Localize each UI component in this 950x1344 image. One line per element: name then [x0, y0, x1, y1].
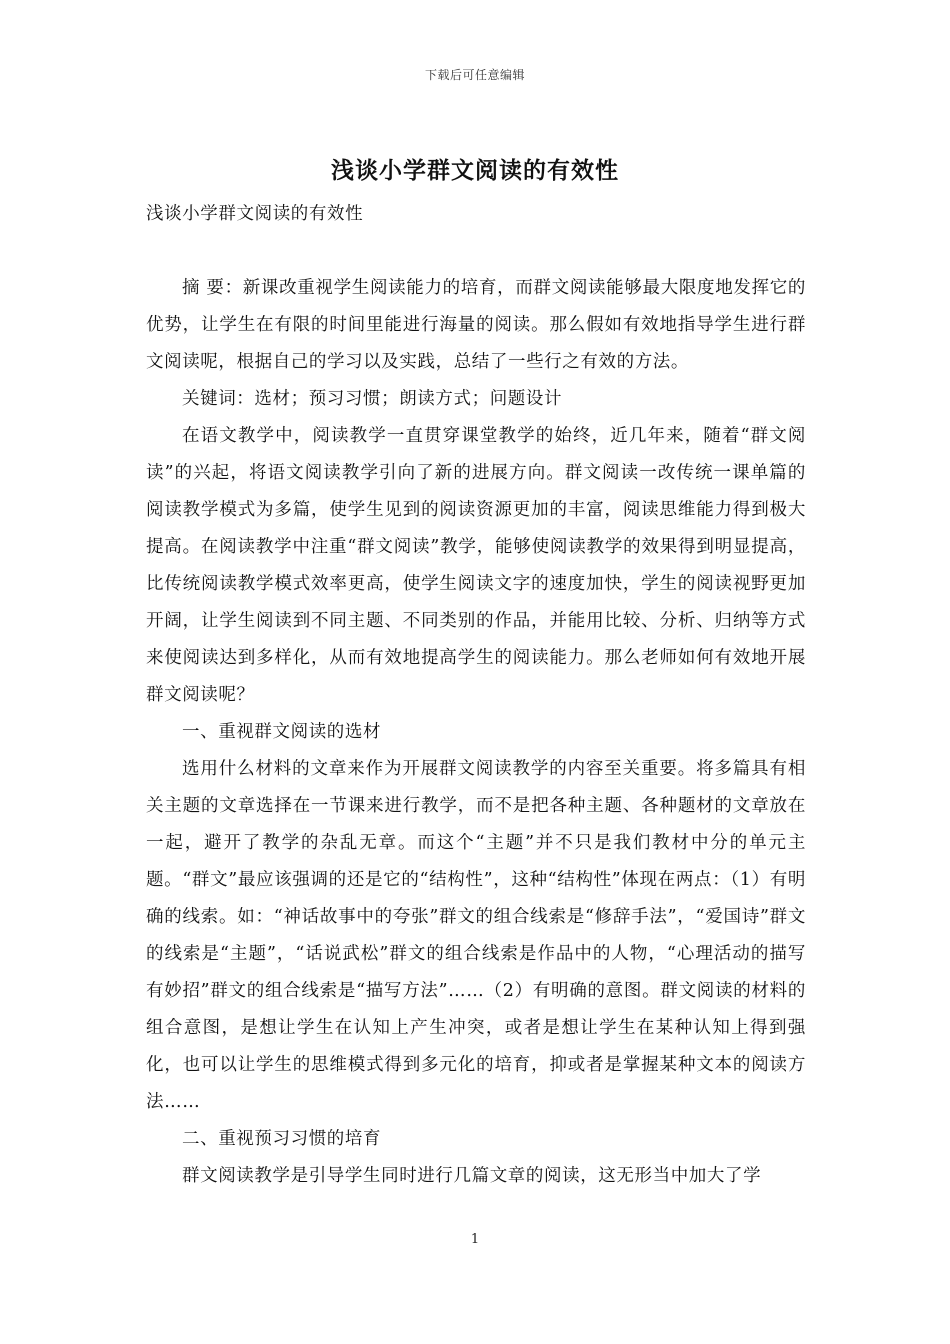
- page-number: 1: [470, 1232, 480, 1247]
- keywords-line: 关键词：选材；预习习惯；朗读方式；问题设计: [182, 389, 563, 409]
- header-note: 下载后可任意编辑: [424, 68, 525, 82]
- section-1-paragraph: 选用什么材料的文章来作为开展群文阅读教学的内容至关重要。将多篇具有相关主题的文章选择在一节课来进行教学，而不是把各种主题、各种题材的文章放在一起，避开了教学的杂乱无章。而这个“主题”并不只是我们教材中分的单元主题。“群文”最应该强调的还是它的“结构性”，这种“结构性”体现在两点：（1）有明确的线索。如：“神话故事中的夸张”群文的组合线索是“修辞手法”，“爱国诗”群文的线索是“主题”，“话说武松”群文的组合线索是作品中的人物，“心理活动的描写有妙招”群文的组合线索是“描写方法”……（2）有明确的意图。群文阅读的材料的组合意图，是想让学生在认知上产生冲突，或者是想让学生在某种认知上得到强化，也可以让学生的思维模式得到多元化的培育，抑或者是掌握某种文本的阅读方法……: [146, 759, 806, 1112]
- document-subtitle: 浅谈小学群文阅读的有效性: [146, 204, 364, 224]
- abstract-paragraph: 摘 要：新课改重视学生阅读能力的培育，而群文阅读能够最大限度地发挥它的优势，让学生在有限的时间里能进行海量的阅读。那么假如有效地指导学生进行群文阅读呢，根据自己的学习以及实践，总结了一些行之有效的方法。: [146, 278, 806, 372]
- document-title: 浅谈小学群文阅读的有效性: [331, 157, 619, 184]
- section-2-paragraph: 群文阅读教学是引导学生同时进行几篇文章的阅读，这无形当中加大了学: [182, 1166, 762, 1186]
- intro-paragraph: 在语文教学中，阅读教学一直贯穿课堂教学的始终，近几年来，随着“群文阅读”的兴起，将语文阅读教学引向了新的进展方向。群文阅读一改传统一课单篇的阅读教学模式为多篇，使学生见到的阅读资源更加的丰富，阅读思维能力得到极大提高。在阅读教学中注重“群文阅读”教学，能够使阅读教学的效果得到明显提高，比传统阅读教学模式效率更高，使学生阅读文字的速度加快，学生的阅读视野更加开阔，让学生阅读到不同主题、不同类别的作品，并能用比较、分析、归纳等方式来使阅读达到多样化，从而有效地提高学生的阅读能力。那么老师如何有效地开展群文阅读呢？: [146, 426, 806, 705]
- section-heading-2: 二、重视预习习惯的培育: [182, 1129, 382, 1149]
- document-body: [146, 196, 806, 1195]
- section-heading-1: 一、重视群文阅读的选材: [182, 722, 382, 742]
